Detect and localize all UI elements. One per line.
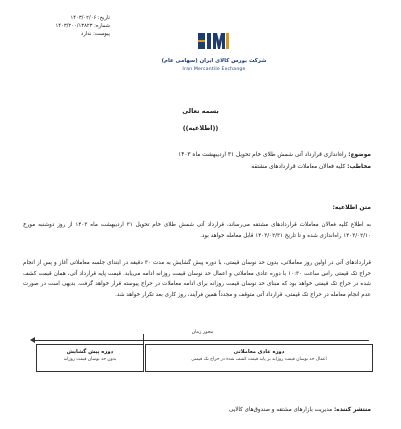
phase-divider xyxy=(143,334,144,346)
publisher-line xyxy=(229,407,371,413)
phase-pre-opening xyxy=(36,344,144,372)
recipient-label: مخاطب: xyxy=(347,164,371,170)
subject-line xyxy=(26,152,371,158)
time-axis-line xyxy=(34,340,369,341)
letter-number: شماره: ۱۴۰۳/۲۰۰/۱۳۸۲۳ xyxy=(55,23,110,29)
letter-attachment: پیوست: ندارد xyxy=(81,31,110,37)
subject-label: موضوع: xyxy=(348,152,371,158)
subject-text: راه‌اندازی قرارداد آتی شمش طلای خام تحویل ۳۱ اردیبهشت ماه ۱۴۰۳ xyxy=(178,152,347,158)
paragraph-1: به اطلاع کلیه فعالان معاملات قراردادهای مشتقه می‌رساند، قرارداد آتی شمش طلای خام تحویل ۳۱ اردیبهشت ماه ۱۴۰۳ از روز دوشنبه مورخ ۱۴۰۳/۰۲/۱۰ راه‌اندازی شده و تا تاریخ ۱۴۰۳/۰۲/۳۱ قابل معامله خواهد بود. xyxy=(23,222,371,239)
paragraph-2: قراردادهای آتی در اولین روز معاملاتی، بدون حد نوسان قیمتی، با دوره پیش گشایش به مدت ۳۰ دقیقه در ابتدای جلسه معاملاتی آغاز و پس از انجام حراج تک قیمتی راس ساعت ۱۰:۳۰ با دوره عادی معاملاتی و اعمال حد نوسان قیمت روزانه ادامه می‌یابد. قیمت پایه قرارداد آتی، همان قیمت کشف شده در حراج تک قیمتی خواهد بود که مبنای حد نوسان قیمت روزانه برای ادامه معاملات در حراج پیوسته قرار خواهد گرفت. بدیهی است در صورت عدم انجام معامله در حراج تک قیمتی، قرارداد آتی متوقف و مجدداً همین فرآیند، روز کاری بعد تکرار خواهد شد. xyxy=(23,260,371,298)
letter-meta xyxy=(30,14,110,38)
recipient-line xyxy=(26,164,371,170)
publisher-text: مدیریت بازارهای مشتقه و صندوق‌های کالایی xyxy=(228,407,333,413)
recipient-text: کلیه فعالان معاملات قراردادهای مشتقه xyxy=(251,164,346,170)
notice-title: ((اطلاعیه)) xyxy=(182,124,219,132)
letter-date: تاریخ: ۱۴۰۳/۰۲/۰۶ xyxy=(70,15,110,21)
phase-normal-trading xyxy=(145,344,373,372)
phase-normal-title: دوره عادی معاملاتی xyxy=(233,349,285,355)
phase-pre-opening-desc: بدون حد نوسان قیمت روزانه xyxy=(63,357,117,362)
company-name-fa: شرکت بورس کالای ایران (سهامی عام) xyxy=(161,58,267,64)
phase-pre-opening-title: دوره پیش گشایش xyxy=(66,349,114,355)
ime-logo-icon xyxy=(196,30,230,52)
arrow-left-icon xyxy=(30,337,35,343)
phase-normal-desc: اعمال حد نوسان قیمت روزانه بر پایه قیمت کشف شده در حراج تک قیمتی xyxy=(191,357,327,362)
timeline-diagram xyxy=(30,330,375,378)
basmala: بسمه تعالی xyxy=(182,107,219,115)
section-title: متن اطلاعیه: xyxy=(332,204,371,211)
company-name-en: Iran Mercantile Exchange xyxy=(182,67,246,72)
company-logo xyxy=(154,30,274,80)
time-axis-label: محور زمان xyxy=(191,330,214,335)
publisher-label: منتشر کننده: xyxy=(333,407,371,413)
